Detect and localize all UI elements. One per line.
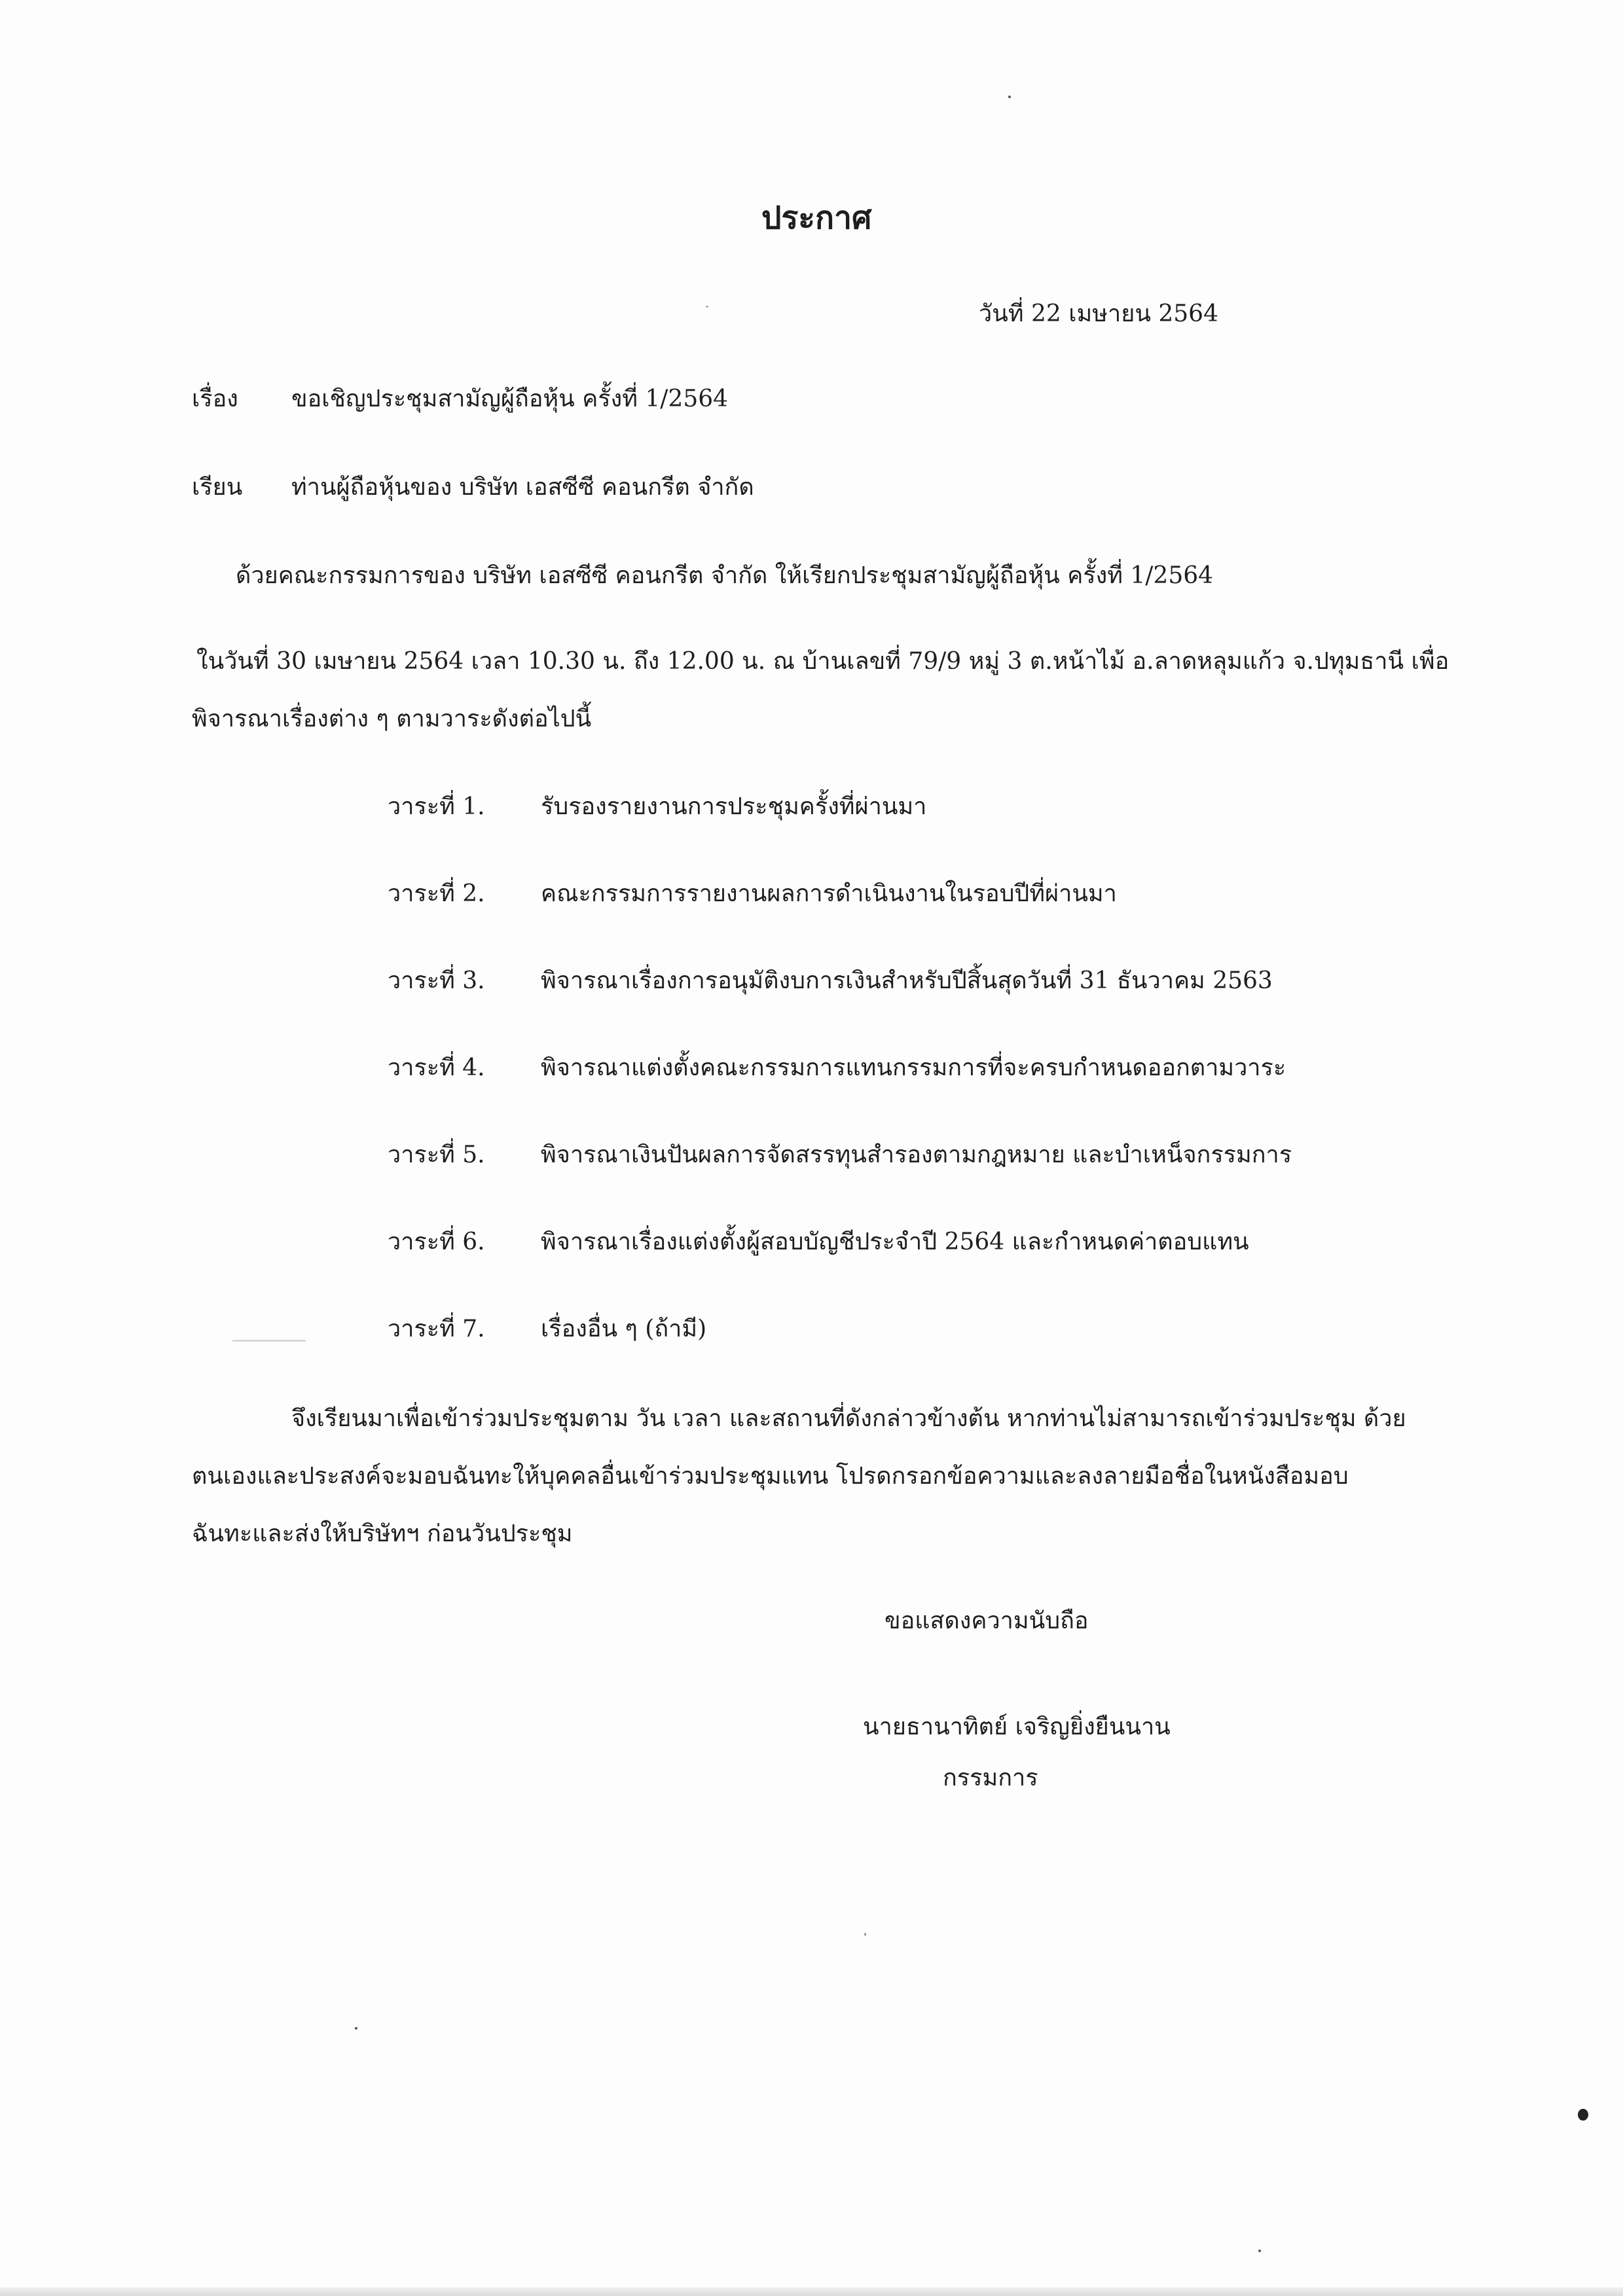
scan-speck [1258, 2250, 1261, 2252]
scan-speck [706, 306, 708, 308]
agenda-item-text: คณะกรรมการรายงานผลการดำเนินงานในรอบปีที่ผ่านมา [541, 880, 1117, 907]
subject-label: เรื่อง [192, 386, 238, 412]
scan-bottom-edge [0, 2287, 1623, 2296]
recipient-text: ท่านผู้ถือหุ้นของ บริษัท เอสซีซี คอนกรีต จำกัด [291, 474, 754, 501]
agenda-item-text: พิจารณาเรื่องแต่งตั้งผู้สอบบัญชีประจำปี 2564 และกำหนดค่าตอบแทน [541, 1229, 1249, 1255]
intro-line-1: ด้วยคณะกรรมการของ บริษัท เอสซีซี คอนกรีต จำกัด ให้เรียกประชุมสามัญผู้ถือหุ้น ครั้งที่ 1/2564 [236, 562, 1214, 589]
agenda-number: วาระที่ 1. [388, 793, 485, 820]
closing-line-1: จึงเรียนมาเพื่อเข้าร่วมประชุมตาม วัน เวลา และสถานที่ดังกล่าวข้างต้น หากท่านไม่สามารถเข้าร่วมประชุม ด้วย [291, 1405, 1406, 1432]
document-date: วันที่ 22 เมษายน 2564 [979, 300, 1218, 327]
scan-speck [864, 1933, 866, 1936]
scan-dot-mark [1578, 2109, 1588, 2121]
agenda-number: วาระที่ 2. [388, 880, 485, 907]
scan-smudge [232, 1340, 306, 1342]
closing-line-3: ฉันทะและส่งให้บริษัทฯ ก่อนวันประชุม [192, 1520, 573, 1547]
intro-line-2: ในวันที่ 30 เมษายน 2564 เวลา 10.30 น. ถึง 12.00 น. ณ บ้านเลขที่ 79/9 หมู่ 3 ต.หน้าไม้ อ.ลาดหลุมแก้ว จ.ปทุมธานี เพื่อ [196, 648, 1450, 675]
intro-line-3: พิจารณาเรื่องต่าง ๆ ตามวาระดังต่อไปนี้ [192, 706, 592, 732]
recipient-label: เรียน [192, 474, 243, 501]
agenda-item-text: พิจารณาเรื่องการอนุมัติงบการเงินสำหรับปีสิ้นสุดวันที่ 31 ธันวาคม 2563 [541, 967, 1273, 994]
agenda-number: วาระที่ 3. [388, 967, 485, 994]
agenda-number: วาระที่ 4. [388, 1054, 485, 1081]
agenda-item-text: พิจารณาแต่งตั้งคณะกรรมการแทนกรรมการที่จะครบกำหนดออกตามวาระ [541, 1054, 1286, 1081]
agenda-item-text: พิจารณาเงินปันผลการจัดสรรทุนสำรองตามกฎหมาย และบำเหน็จกรรมการ [541, 1141, 1292, 1168]
regards-text: ขอแสดงความนับถือ [884, 1607, 1089, 1634]
agenda-item-text: รับรองรายงานการประชุมครั้งที่ผ่านมา [541, 793, 927, 820]
signer-title: กรรมการ [943, 1765, 1038, 1791]
document-title: ประกาศ [761, 200, 872, 236]
agenda-number: วาระที่ 5. [388, 1141, 485, 1168]
signer-name: นายธานาทิตย์ เจริญยิ่งยืนนาน [863, 1713, 1171, 1740]
scan-speck [355, 2027, 357, 2030]
scan-speck [1008, 96, 1011, 98]
agenda-number: วาระที่ 6. [388, 1229, 485, 1255]
agenda-number: วาระที่ 7. [388, 1316, 485, 1342]
closing-line-2: ตนเองและประสงค์จะมอบฉันทะให้บุคคลอื่นเข้าร่วมประชุมแทน โปรดกรอกข้อความและลงลายมือชื่อในหนังสือมอบ [192, 1463, 1349, 1490]
agenda-item-text: เรื่องอื่น ๆ (ถ้ามี) [541, 1316, 707, 1342]
subject-text: ขอเชิญประชุมสามัญผู้ถือหุ้น ครั้งที่ 1/2564 [291, 386, 729, 412]
